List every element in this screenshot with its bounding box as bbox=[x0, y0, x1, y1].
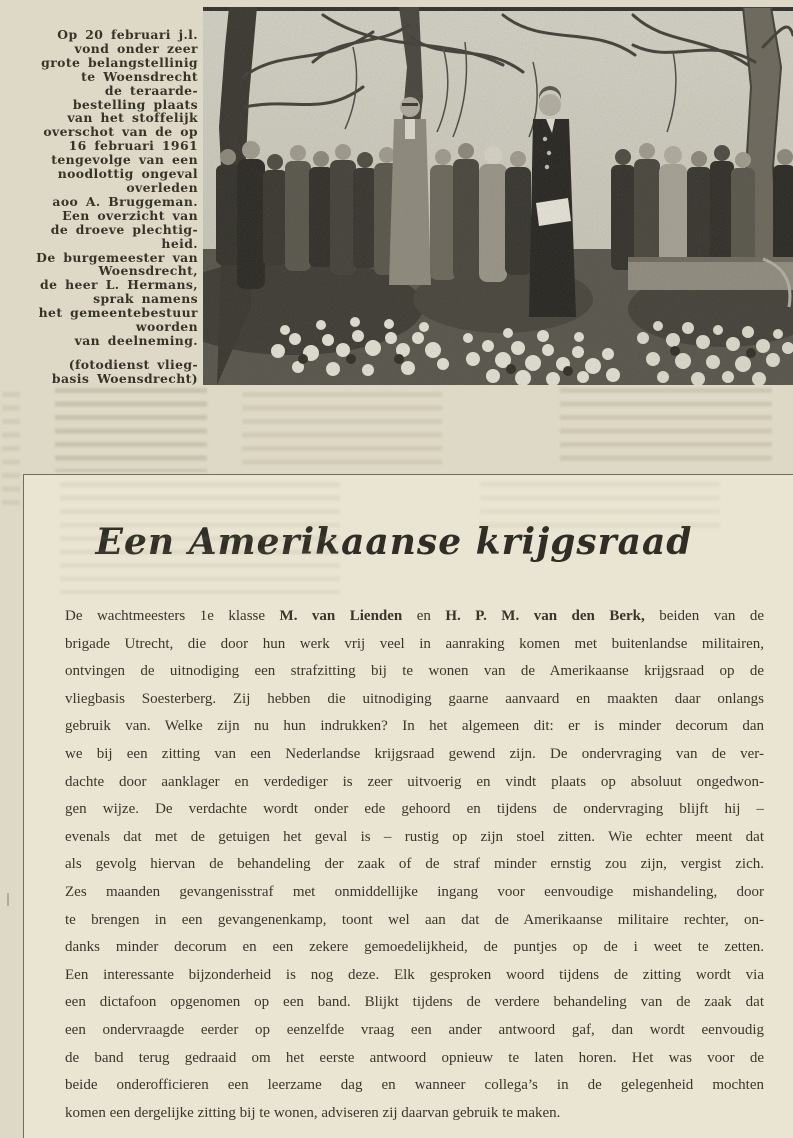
caption-line: het gemeentebestuur bbox=[38, 305, 198, 321]
caption-line: bestelling plaats bbox=[72, 96, 198, 112]
halftone-grain bbox=[203, 7, 793, 385]
article-body-line: een dictafoon opgenomen op een band. Blijkt tijdens de verdere behandeling van de zaak dat bbox=[65, 994, 764, 1011]
caption-line: van het stoffelijk bbox=[67, 110, 198, 126]
caption-line: Woensdrecht, bbox=[98, 263, 198, 279]
bleed-through-text bbox=[242, 392, 442, 470]
article-body-line: evenals dat met de getuigen het geval is – rustig op zijn stoel zitten. Wie echter meent dat bbox=[65, 828, 764, 845]
caption-line: 16 februari 1961 bbox=[68, 138, 198, 154]
caption-line: Op 20 februari j.l. bbox=[57, 27, 198, 42]
article-body-line: een ondervraagde eerder op eenzelfde vraag een ander antwoord gaf, dan wordt eenvoudig bbox=[65, 1021, 764, 1038]
funeral-photo bbox=[203, 7, 793, 385]
caption-line: de heer L. Hermans, bbox=[40, 277, 198, 293]
caption-line: heid. bbox=[161, 235, 198, 251]
funeral-photo-illustration bbox=[203, 7, 793, 385]
caption-line: tengevolge van een bbox=[51, 152, 198, 168]
photo-credit-line: (fotodienst vlieg- bbox=[68, 356, 198, 372]
caption-line: overschot van de op bbox=[43, 124, 198, 140]
article-body-line: de band terug gedraaid om het eerste antwoord opnieuw te laten horen. Het was voor de bbox=[65, 1049, 764, 1066]
caption-line: aoo A. Bruggeman. bbox=[52, 193, 198, 209]
caption-line: van deelneming. bbox=[74, 332, 198, 348]
article-body-line: danks minder decorum en een zekere gemoedelijkheid, de puntjes op de i weet te zetten. bbox=[65, 939, 764, 956]
print-mark bbox=[7, 893, 9, 906]
caption-line: de teraarde- bbox=[104, 82, 198, 98]
caption-line: noodlottig ongeval bbox=[57, 166, 198, 182]
caption-line: overleden bbox=[126, 179, 198, 195]
bleed-through-text bbox=[55, 388, 207, 472]
article-box bbox=[23, 474, 793, 1138]
caption-line: vond onder zeer bbox=[74, 40, 198, 56]
article-body-line: als gevolg hiervan de behandeling der zaak of de straf minder ernstig zou zijn, vergist zich. bbox=[65, 856, 764, 873]
photo-caption bbox=[6, 28, 198, 386]
article-body bbox=[65, 603, 764, 1127]
article-body-line: gen wijze. De verdachte wordt onder ede gehoord en tijdens de ondervraging blijft hij – bbox=[65, 801, 764, 818]
article-body-line: te brengen in een gevangenenkamp, toont wel aan dat de Amerikaanse militaire rechter, on- bbox=[65, 911, 764, 928]
article-body-line: beide onderofficieren een leerzame dag en wanneer collega’s in de gelegenheid mochten bbox=[65, 1077, 764, 1094]
article-body-line: we bij een zitting van een Nederlandse krijgsraad gewend zijn. De ondervraging van de ver- bbox=[65, 745, 764, 762]
bleed-through-text bbox=[2, 392, 20, 510]
article-body-line: Een interessante bijzonderheid is nog deze. Elk gesproken woord tijdens de zitting wordt via bbox=[65, 966, 764, 983]
caption-line: de droeve plechtig- bbox=[50, 221, 198, 237]
caption-line: Een overzicht van bbox=[62, 207, 198, 223]
article-body-line: dachte door aanklager en verdediger is zeer uitvoerig en vindt plaats op absoluut ongedwon- bbox=[65, 773, 764, 790]
article-body-line: brigade Utrecht, die door hun werk vrij veel in aanraking komen met buitenlandse militairen, bbox=[65, 635, 764, 652]
caption-line: te Woensdrecht bbox=[81, 68, 198, 84]
article-body-line: komen een dergelijke zitting bij te wonen, adviseren zij daarvan gebruik te maken. bbox=[65, 1104, 561, 1121]
caption-line: grote belangstellinig bbox=[41, 54, 198, 70]
article-title: Een Amerikaanse krijgsraad bbox=[95, 521, 693, 563]
article-body-line: Zes maanden gevangenisstraf met onmiddellijke ingang voor eenvoudige mishandeling, door bbox=[65, 883, 764, 900]
caption-line: sprak namens bbox=[93, 291, 198, 307]
bleed-through-text bbox=[560, 388, 772, 468]
caption-line: woorden bbox=[135, 319, 198, 335]
article-body-line: vliegbasis Soesterberg. Zij hebben die uitnodiging gaarne aanvaard en maakten daar onlangs bbox=[65, 690, 764, 707]
article-body-line: gebruik van. Welke zijn nu hun indrukken? In het algemeen dit: er is minder decorum dan bbox=[65, 718, 764, 735]
caption-line: De burgemeester van bbox=[36, 249, 198, 265]
photo-credit-line: basis Woensdrecht) bbox=[51, 370, 198, 386]
article-body-line: ontvingen de uitnodiging een strafzitting bij te wonen van de Amerikaanse krijgsraad op de bbox=[65, 663, 764, 680]
photo-credit bbox=[6, 358, 198, 386]
article-body-line: De wachtmeesters 1e klasse M. van Lienden en H. P. M. van den Berk, beiden van de bbox=[65, 608, 764, 624]
